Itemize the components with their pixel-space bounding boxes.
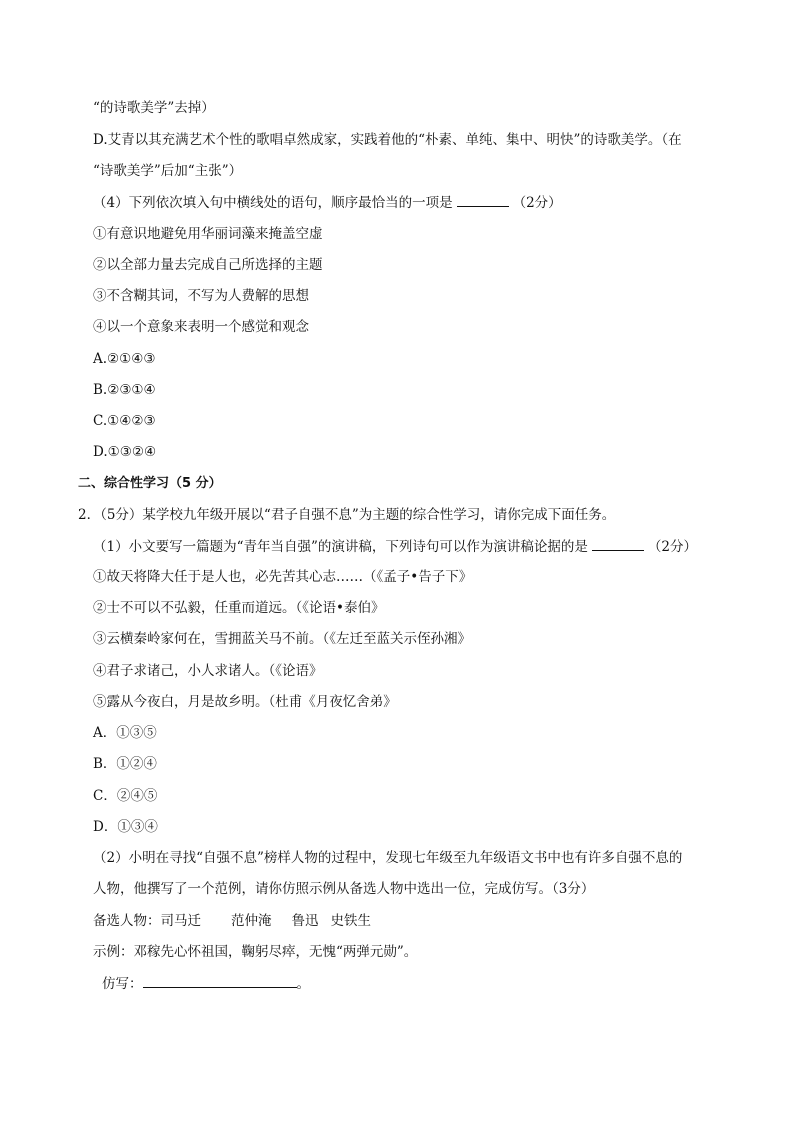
q1-4-option-d: D.①③②④ — [93, 444, 157, 460]
q2-1-item: ①故天将降大任于是人也，必先苦其心志……（《孟子•告子下》 — [93, 569, 473, 585]
q2-1-item: ⑤露从今夜白，月是故乡明。（杜甫《月夜忆舍弟》 — [93, 694, 397, 710]
section-2-heading: 二、综合性学习（5 分） — [78, 476, 222, 491]
answer-blank[interactable] — [592, 536, 644, 551]
imitate-answer-blank[interactable] — [143, 973, 297, 988]
candidate-name: 司马迁 — [160, 913, 201, 929]
q1-4-score: （2分） — [512, 195, 562, 211]
q2-1-option-b: B．①②④ — [93, 756, 157, 772]
candidate-name: 范仲淹 — [231, 913, 272, 929]
q2-1-stem-text: （1）小文要写一篇题为“青年当自强”的演讲稿，下列诗句可以作为演讲稿论据的是 — [93, 539, 588, 555]
q1-option-d-end: “诗歌美学”后加“主张”） — [93, 163, 243, 179]
candidate-name: 鲁迅 — [291, 913, 319, 929]
q1-4-stem-text: （4）下列依次填入句中横线处的语句，顺序最恰当的一项是 — [93, 195, 453, 211]
q1-option-d: D.艾青以其充满艺术个性的歌唱卓然成家，实践着他的“朴素、单纯、集中、明快”的诗歌美学。（在 — [93, 132, 682, 148]
example-line: 示例：邓稼先心怀祖国，鞠躬尽瘁，无愧“两弹元勋”。 — [93, 944, 418, 960]
q2-2-stem-line2: 人物，他撰写了一个范例，请你仿照示例从备选人物中选出一位，完成仿写。（3分） — [93, 881, 595, 897]
q1-4-item: ③不含糊其词，不写为人费解的思想 — [93, 288, 309, 304]
q2-1-item: ④君子求诸己，小人求诸人。（《论语》 — [93, 663, 323, 679]
q2-1-option-a: A．①③⑤ — [93, 725, 157, 741]
q1-4-item: ④以一个意象来表明一个感觉和观念 — [93, 319, 309, 335]
q2-1-item: ③云横秦岭家何在，雪拥蓝关马不前。（《左迁至蓝关示侄孙湘》 — [93, 631, 471, 647]
q2-2-stem-line1: （2）小明在寻找“自强不息”榜样人物的过程中，发现七年级至九年级语文书中也有许多自强不息的 — [93, 850, 683, 866]
answer-blank[interactable] — [457, 192, 509, 207]
q1-4-item: ②以全部力量去完成自己所选择的主题 — [93, 257, 323, 273]
q2-1-option-c: C．②④⑤ — [93, 788, 158, 804]
q1-4-item: ①有意识地避免用华丽词藻来掩盖空虚 — [93, 226, 323, 242]
candidates-label: 备选人物： — [93, 913, 161, 929]
imitate-line — [102, 973, 310, 994]
q2-1-option-d: D．①③④ — [93, 819, 158, 835]
imitate-end: 。 — [296, 976, 310, 992]
q2-stem: 2．（5分）某学校九年级开展以“君子自强不息”为主题的综合性学习，请你完成下面任务。 — [78, 507, 616, 523]
q1-4-stem — [93, 192, 562, 213]
q2-1-stem — [93, 536, 697, 557]
q1-option-c-end: “的诗歌美学”去掉） — [93, 100, 215, 116]
candidates-line — [93, 911, 371, 931]
q1-4-option-c: C.①④②③ — [93, 413, 156, 429]
q2-1-item: ②士不可以不弘毅，任重而道远。（《论语•泰伯》 — [93, 600, 385, 616]
q2-1-score: （2分） — [647, 539, 697, 555]
candidate-name: 史铁生 — [330, 913, 371, 929]
q1-4-option-a: A.②①④③ — [93, 351, 156, 367]
imitate-label: 仿写： — [102, 976, 143, 992]
q1-4-option-b: B.②③①④ — [93, 382, 156, 398]
